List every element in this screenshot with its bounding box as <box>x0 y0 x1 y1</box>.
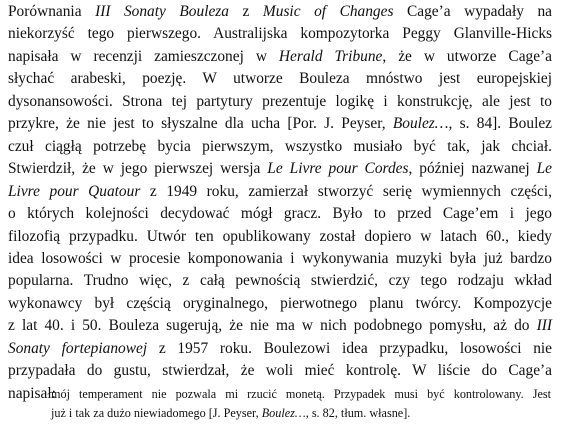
text-segment: dysonansowości. Strona tej partytury prezentuje logikę i konstrukcję, ale jest to <box>8 92 552 110</box>
italic-title-text: Le Livre pour Cordes <box>267 160 409 178</box>
text-segment: Stwierdził, że w jego pierwszej wersja <box>8 160 268 178</box>
body-line <box>8 93 552 111</box>
italic-title-text: Boulez… <box>261 406 306 420</box>
italic-title-text: Herald Tribune <box>278 47 383 65</box>
text-segment: , że w utworze Cage’a <box>382 47 553 65</box>
italic-title-text: Sonaty fortepianowej <box>8 339 148 357</box>
body-line <box>8 48 552 66</box>
text-segment: przykre, że nie jest to słyszalne dla ucha [Por. J. Peyser, <box>8 115 393 133</box>
body-line <box>8 138 552 156</box>
italic-title-text: III Sonaty Bouleza <box>95 3 229 20</box>
text-segment: niekorzyść tego pierwszego. Australijska kompozytorka Peggy Glanville-Hicks <box>8 25 552 43</box>
text-segment: przypadała do gustu, stwierdzał, że woli mieć kontrolę. W liście do Cage’a <box>8 362 552 380</box>
text-segment: wykonawcy był częścią oryginalnego, pierwotnego planu twórcy. Kompozycje <box>8 294 552 312</box>
text-segment: o których kolejności decydować mógł gracz. Było to przed Cage’em i jego <box>8 205 552 223</box>
body-line <box>8 362 552 380</box>
text-segment: filozofią przypadku. Utwór ten opublikowany został dopiero w latach 60., kiedy <box>8 227 552 245</box>
quote-line <box>51 385 551 403</box>
body-line <box>8 160 552 178</box>
italic-title-text: Boulez… <box>392 115 449 133</box>
italic-title-text: Le <box>536 160 553 178</box>
body-line <box>8 3 552 21</box>
italic-title-text: Livre pour Quatour <box>8 182 141 200</box>
text-segment: , s. 82, tłum. własne]. <box>305 406 411 420</box>
text-segment: z <box>229 3 263 20</box>
body-line <box>8 250 552 268</box>
body-line <box>8 25 552 43</box>
body-line <box>8 317 552 335</box>
body-line <box>8 295 552 313</box>
text-segment: , później nazwanej <box>408 160 537 178</box>
text-segment: Porównania <box>8 3 96 20</box>
text-segment: , s. 84]. Boulez <box>448 115 553 133</box>
body-line <box>8 205 552 223</box>
text-segment: z lat 40. i 50. Bouleza sugerują, że nie ma w nich podobnego pomysłu, aż do <box>8 317 537 335</box>
body-line <box>8 70 552 88</box>
italic-title-text: Music of Changes <box>262 3 394 20</box>
text-segment: czuł ciągłą potrzebę bycia pierwszym, wszystko musiało być tak, jak chciał. <box>8 137 552 155</box>
text-segment: napisał: <box>8 384 56 402</box>
body-line <box>8 228 552 246</box>
body-line <box>8 272 552 290</box>
body-line <box>8 183 552 201</box>
text-segment: Cage’a wypadały na <box>393 3 553 20</box>
body-line <box>8 340 552 358</box>
text-segment: słychać arabeski, poezję. W utworze Bouleza mnóstwo jest europejskiej <box>8 70 552 88</box>
italic-title-text: III <box>536 317 552 335</box>
text-segment: z 1949 roku, zamierzał stworzyć serię wymiennych części, <box>140 182 552 200</box>
text-segment: z 1957 roku. Boulezowi idea przypadku, losowości nie <box>147 339 552 357</box>
text-segment: popularna. Trudno więc, z całą pewnością stwierdzić, czy tego rodzaju wkład <box>8 272 552 290</box>
text-segment: napisała w recenzji zamieszczonej w <box>8 47 279 65</box>
body-line <box>8 115 552 133</box>
text-segment: już i tak za dużo niewiadomego [J. Peyser, <box>51 406 262 420</box>
text-segment: idea losowości w procesie komponowania i wykonywania muzyki była już bardzo <box>8 249 552 267</box>
text-segment: mój temperament nie pozwala mi rzucić monetą. Przypadek musi być kontrolowany. Jest <box>51 387 551 401</box>
quote-line <box>51 404 551 422</box>
